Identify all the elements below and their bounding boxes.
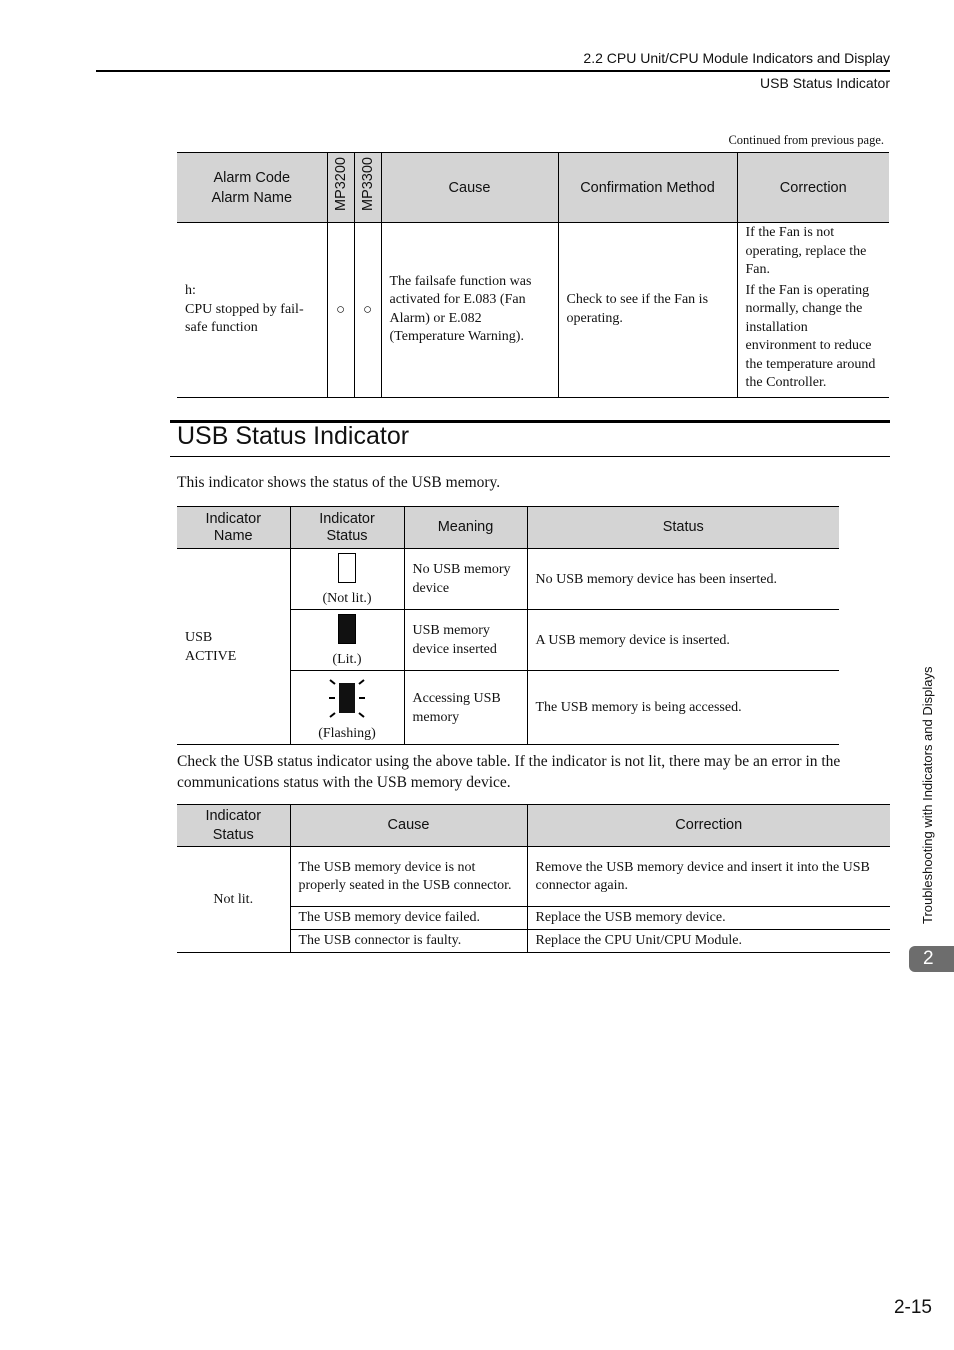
header-indicator-status-line2: Status bbox=[326, 527, 368, 544]
trouble-cause: The USB connector is faulty. bbox=[290, 930, 527, 953]
led-flashing-icon bbox=[327, 677, 367, 721]
page-number: 2-15 bbox=[893, 1297, 932, 1318]
indicator-state-flashing bbox=[290, 671, 404, 745]
indicator-name-line1: USB bbox=[185, 629, 213, 645]
header-model-mp3200 bbox=[327, 153, 354, 223]
header-rule bbox=[96, 70, 890, 72]
indicator-status: The USB memory is being accessed. bbox=[527, 671, 839, 745]
indicator-meaning: Accessing USB memory bbox=[404, 671, 527, 745]
indicator-name-line2: ACTIVE bbox=[185, 648, 237, 664]
trouble-correction: Replace the USB memory device. bbox=[527, 907, 890, 930]
header-model-mp3300-label: MP3300 bbox=[359, 157, 376, 212]
indicator-status: No USB memory device has been inserted. bbox=[527, 549, 839, 610]
intro-text: This indicator shows the status of the USB memory. bbox=[177, 474, 501, 491]
trouble-cause: The USB memory device is not properly seated in the USB connector. bbox=[290, 847, 527, 907]
alarm-table-header-row bbox=[177, 153, 889, 223]
section-rule-bottom bbox=[170, 456, 890, 457]
usb-trouble-table bbox=[177, 804, 890, 953]
alarm-code: h: bbox=[185, 283, 196, 298]
header-confirmation: Confirmation Method bbox=[558, 153, 737, 223]
header-cause: Cause bbox=[290, 805, 527, 847]
indicator-state-label: (Lit.) bbox=[332, 652, 362, 667]
alarm-name: CPU stopped by fail-safe function bbox=[185, 301, 304, 335]
alarm-table bbox=[177, 152, 889, 398]
indicator-state-label: (Not lit.) bbox=[322, 591, 372, 606]
indicator-meaning: USB memory device inserted bbox=[404, 610, 527, 671]
correction-line-2: If the Fan is operating normally, change the installation environment to reduce the temperature around the Controller. bbox=[745, 282, 876, 390]
header-section-title: 2.2 CPU Unit/CPU Module Indicators and Display bbox=[583, 50, 890, 66]
trouble-correction: Remove the USB memory device and insert it into the USB connector again. bbox=[527, 847, 890, 907]
header-status: Status bbox=[527, 507, 839, 549]
header-indicator-name-line2: Name bbox=[213, 527, 253, 544]
alarm-confirmation: Check to see if the Fan is operating. bbox=[558, 223, 737, 398]
alarm-correction bbox=[737, 223, 889, 398]
header-correction: Correction bbox=[527, 805, 890, 847]
header-indicator-name bbox=[177, 507, 290, 549]
led-on-icon bbox=[338, 614, 356, 644]
header-indicator-status-line1: Indicator bbox=[319, 510, 375, 527]
header-correction: Correction bbox=[737, 153, 889, 223]
indicator-state-not-lit bbox=[290, 549, 404, 610]
header-alarm-name-label: Alarm Name bbox=[211, 189, 293, 206]
trouble-cause: The USB memory device failed. bbox=[290, 907, 527, 930]
section-title: USB Status Indicator bbox=[177, 422, 410, 450]
header-status-line1: Indicator bbox=[205, 807, 262, 824]
header-model-mp3200-label: MP3200 bbox=[332, 157, 349, 212]
continued-note: Continued from previous page. bbox=[728, 133, 884, 147]
trouble-correction: Replace the CPU Unit/CPU Module. bbox=[527, 930, 890, 953]
indicator-state-label: (Flashing) bbox=[318, 726, 376, 741]
header-model-mp3300 bbox=[354, 153, 381, 223]
table-row bbox=[177, 223, 889, 398]
indicator-table-header-row bbox=[177, 507, 839, 549]
trouble-table-header-row bbox=[177, 805, 890, 847]
header-indicator-status bbox=[177, 805, 290, 847]
header-alarm-code-label: Alarm Code bbox=[213, 169, 291, 186]
header-cause: Cause bbox=[381, 153, 558, 223]
mp3200-support-mark: ○ bbox=[327, 223, 354, 398]
header-indicator-name-line1: Indicator bbox=[205, 510, 262, 527]
indicator-meaning: No USB memory device bbox=[404, 549, 527, 610]
indicator-status: A USB memory device is inserted. bbox=[527, 610, 839, 671]
alarm-cause: The failsafe function was activated for E.083 (Fan Alarm) or E.082 (Temperature Warning). bbox=[381, 223, 558, 398]
trouble-status-cell: Not lit. bbox=[177, 847, 290, 953]
indicator-table bbox=[177, 506, 839, 745]
chapter-tab: 2 bbox=[909, 946, 954, 972]
indicator-state-lit bbox=[290, 610, 404, 671]
correction-line-1: If the Fan is not operating, replace the Fan. bbox=[745, 225, 867, 277]
led-off-icon bbox=[338, 553, 356, 583]
alarm-code-cell bbox=[177, 223, 327, 398]
indicator-name-cell bbox=[177, 549, 290, 745]
header-alarm-code bbox=[177, 153, 327, 223]
table-row bbox=[177, 847, 890, 907]
header-status-line2: Status bbox=[212, 826, 254, 843]
mp3300-support-mark: ○ bbox=[354, 223, 381, 398]
header-indicator-status bbox=[290, 507, 404, 549]
header-subsection-title: USB Status Indicator bbox=[760, 75, 890, 91]
header-meaning: Meaning bbox=[404, 507, 527, 549]
chapter-side-title: Troubleshooting with Indicators and Displays bbox=[920, 666, 935, 924]
table-row bbox=[177, 549, 839, 610]
usb-check-paragraph: Check the USB status indicator using the above table. If the indicator is not lit, there may be an error in the communications status with the USB memory device. bbox=[177, 753, 841, 791]
